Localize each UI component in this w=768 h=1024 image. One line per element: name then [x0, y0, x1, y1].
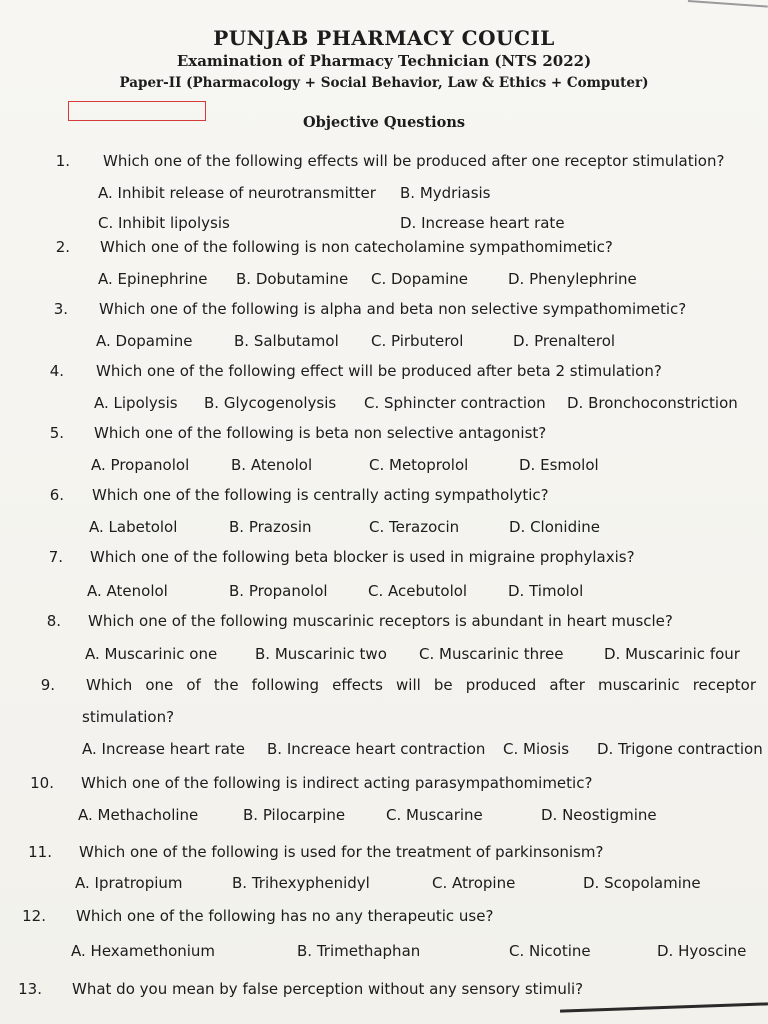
- answer-option: A. Hexamethonium: [71, 942, 216, 960]
- question-text: Which one of the following is indirect acting parasympathomimetic?: [81, 774, 593, 792]
- exam-subtitle: Examination of Pharmacy Technician (NTS 2022): [176, 52, 592, 70]
- question-text: Which one of the following beta blocker is used in migraine prophylaxis?: [90, 548, 635, 566]
- answer-option: C. Muscarine: [386, 806, 483, 824]
- answer-option: A. Labetolol: [89, 518, 178, 536]
- answer-option: B. Pilocarpine: [243, 806, 346, 824]
- answer-option: A. Lipolysis: [94, 394, 178, 412]
- answer-option: D. Neostigmine: [541, 806, 657, 824]
- question-text: Which one of the following has no any therapeutic use?: [76, 907, 494, 925]
- answer-option: B. Propanolol: [229, 582, 328, 600]
- answer-option: A. Propanolol: [91, 456, 190, 474]
- answer-option: D. Prenalterol: [513, 332, 616, 350]
- answer-option: A. Ipratropium: [75, 874, 183, 892]
- answer-option: D. Phenylephrine: [508, 270, 637, 288]
- question-number: 7.: [48, 548, 63, 566]
- question-text: Which one of the following is non catecholamine sympathomimetic?: [100, 238, 613, 256]
- answer-option: C. Miosis: [503, 740, 570, 758]
- answer-option: D. Bronchoconstriction: [567, 394, 738, 412]
- question-number: 3.: [53, 300, 68, 318]
- answer-option: A. Methacholine: [78, 806, 199, 824]
- answer-option: C. Metoprolol: [369, 456, 469, 474]
- question-text: Which one of the following is beta non selective antagonist?: [94, 424, 547, 442]
- answer-option: A. Dopamine: [96, 332, 193, 350]
- question-text: Which one of the following is alpha and beta non selective sympathomimetic?: [99, 300, 687, 318]
- question-number: 12.: [22, 907, 46, 925]
- answer-option: A. Epinephrine: [98, 270, 208, 288]
- answer-option: A. Inhibit release of neurotransmitter: [98, 184, 376, 202]
- answer-option: C. Muscarinic three: [419, 645, 564, 663]
- answer-option: D. Trigone contraction: [597, 740, 763, 758]
- question-text: Which one of the following is centrally acting sympatholytic?: [92, 486, 549, 504]
- question-number: 4.: [49, 362, 64, 380]
- section-title: Objective Questions: [302, 114, 466, 131]
- answer-option: B. Muscarinic two: [255, 645, 387, 663]
- answer-option: D. Muscarinic four: [604, 645, 740, 663]
- answer-option: B. Glycogenolysis: [204, 394, 337, 412]
- answer-option: B. Trihexyphenidyl: [232, 874, 370, 892]
- question-number: 2.: [55, 238, 70, 256]
- question-number: 9.: [40, 676, 55, 694]
- answer-option: A. Increase heart rate: [82, 740, 245, 758]
- answer-option: C. Terazocin: [369, 518, 460, 536]
- question-text: Which one of the following muscarinic receptors is abundant in heart muscle?: [88, 612, 673, 630]
- answer-option: C. Inhibit lipolysis: [98, 214, 230, 232]
- answer-option: B. Trimethaphan: [297, 942, 421, 960]
- answer-option: C. Sphincter contraction: [364, 394, 546, 412]
- question-number: 8.: [46, 612, 61, 630]
- answer-option: C. Dopamine: [371, 270, 468, 288]
- question-number: 13.: [18, 980, 42, 998]
- answer-option: C. Nicotine: [509, 942, 591, 960]
- answer-option: C. Acebutolol: [368, 582, 468, 600]
- question-text: Which one of the following effect will be produced after beta 2 stimulation?: [96, 362, 662, 380]
- question-number: 11.: [28, 843, 52, 861]
- answer-option: B. Prazosin: [229, 518, 312, 536]
- answer-option: B. Dobutamine: [236, 270, 349, 288]
- answer-option: D. Increase heart rate: [400, 214, 565, 232]
- answer-option: B. Increace heart contraction: [267, 740, 486, 758]
- question-text: Which one of the following effects will be produced after muscarinic receptor: [86, 676, 756, 694]
- answer-option: B. Atenolol: [231, 456, 313, 474]
- answer-option: B. Salbutamol: [234, 332, 339, 350]
- paper-line: Paper-II (Pharmacology + Social Behavior, Law & Ethics + Computer): [119, 75, 649, 91]
- question-number: 1.: [55, 152, 70, 170]
- answer-option: A. Muscarinic one: [85, 645, 218, 663]
- question-text: Which one of the following is used for the treatment of parkinsonism?: [79, 843, 604, 861]
- question-text: What do you mean by false perception without any sensory stimuli?: [72, 980, 584, 998]
- answer-option: B. Mydriasis: [400, 184, 491, 202]
- council-title: PUNJAB PHARMACY COUCIL: [213, 26, 555, 50]
- question-number: 6.: [49, 486, 64, 504]
- question-text-continued: stimulation?: [82, 708, 175, 726]
- bottom-rule: [560, 1002, 768, 1012]
- answer-option: D. Hyoscine: [657, 942, 747, 960]
- question-text: Which one of the following effects will be produced after one receptor stimulation?: [103, 152, 725, 170]
- question-number: 5.: [49, 424, 64, 442]
- answer-option: D. Timolol: [508, 582, 584, 600]
- answer-option: D. Scopolamine: [583, 874, 701, 892]
- answer-option: C. Pirbuterol: [371, 332, 464, 350]
- page-corner-fold: [687, 0, 768, 26]
- answer-option: C. Atropine: [432, 874, 516, 892]
- answer-option: D. Clonidine: [509, 518, 601, 536]
- answer-option: D. Esmolol: [519, 456, 599, 474]
- question-number: 10.: [30, 774, 54, 792]
- answer-option: A. Atenolol: [87, 582, 168, 600]
